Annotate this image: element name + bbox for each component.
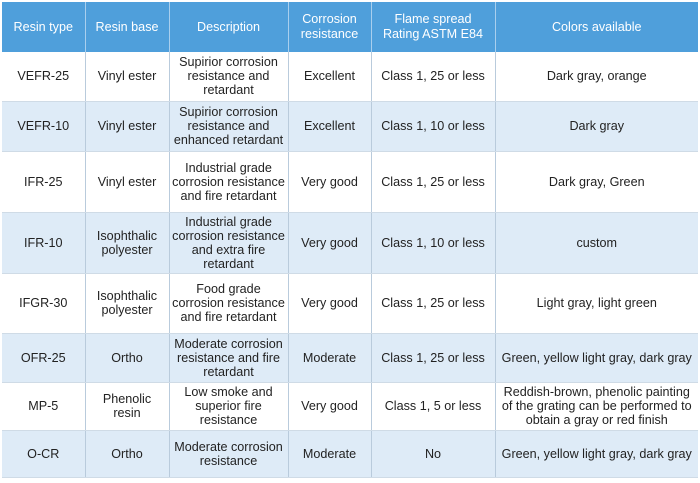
cell-corrosion-resistance: Very good: [288, 382, 371, 430]
cell-resin-base: Vinyl ester: [85, 101, 169, 151]
table-row: [2, 101, 698, 151]
cell-resin-type: IFR-10: [2, 212, 85, 273]
cell-description: Moderate corrosion resistance: [169, 430, 288, 477]
header-resin-base: Resin base: [85, 2, 169, 52]
cell-resin-type: VEFR-10: [2, 101, 85, 151]
cell-corrosion-resistance: Very good: [288, 212, 371, 273]
cell-flame-spread: Class 1, 25 or less: [371, 52, 495, 101]
cell-resin-type: MP-5: [2, 382, 85, 430]
header-flame-spread-rating: Flame spread Rating ASTM E84: [371, 2, 495, 52]
header-description: Description: [169, 2, 288, 52]
cell-colors: Light gray, light green: [495, 273, 698, 333]
cell-description: Supirior corrosion resistance and retardant: [169, 52, 288, 101]
cell-flame-spread: Class 1, 25 or less: [371, 151, 495, 212]
cell-corrosion-resistance: Very good: [288, 151, 371, 212]
header-colors-available: Colors available: [495, 2, 698, 52]
cell-description: Industrial grade corrosion resistance and extra fire retardant: [169, 212, 288, 273]
cell-corrosion-resistance: Excellent: [288, 101, 371, 151]
cell-flame-spread: Class 1, 25 or less: [371, 333, 495, 382]
cell-resin-type: IFGR-30: [2, 273, 85, 333]
cell-colors: Dark gray, Green: [495, 151, 698, 212]
cell-colors: Green, yellow light gray, dark gray: [495, 333, 698, 382]
table-row: [2, 151, 698, 212]
table-row: [2, 212, 698, 273]
cell-flame-spread: Class 1, 10 or less: [371, 101, 495, 151]
cell-resin-base: Isophthalic polyester: [85, 273, 169, 333]
cell-colors: Dark gray: [495, 101, 698, 151]
header-corrosion-resistance: Corrosion resistance: [288, 2, 371, 52]
cell-description: Industrial grade corrosion resistance and fire retardant: [169, 151, 288, 212]
table-header-row: [2, 2, 698, 52]
cell-description: Moderate corrosion resistance and fire retardant: [169, 333, 288, 382]
cell-colors: Dark gray, orange: [495, 52, 698, 101]
cell-corrosion-resistance: Very good: [288, 273, 371, 333]
cell-resin-type: OFR-25: [2, 333, 85, 382]
cell-colors: custom: [495, 212, 698, 273]
cell-description: Supirior corrosion resistance and enhanced retardant: [169, 101, 288, 151]
cell-colors: Green, yellow light gray, dark gray: [495, 430, 698, 477]
cell-resin-base: Ortho: [85, 430, 169, 477]
cell-corrosion-resistance: Moderate: [288, 333, 371, 382]
cell-resin-type: O-CR: [2, 430, 85, 477]
cell-resin-type: VEFR-25: [2, 52, 85, 101]
table-row: [2, 430, 698, 477]
cell-flame-spread: Class 1, 25 or less: [371, 273, 495, 333]
table-row: [2, 333, 698, 382]
table-row: [2, 52, 698, 101]
cell-resin-base: Vinyl ester: [85, 151, 169, 212]
cell-flame-spread: No: [371, 430, 495, 477]
cell-corrosion-resistance: Moderate: [288, 430, 371, 477]
table-row: [2, 382, 698, 430]
cell-corrosion-resistance: Excellent: [288, 52, 371, 101]
cell-description: Food grade corrosion resistance and fire retardant: [169, 273, 288, 333]
table-row: [2, 273, 698, 333]
resin-table: [2, 2, 698, 478]
cell-resin-base: Ortho: [85, 333, 169, 382]
cell-colors: Reddish-brown, phenolic painting of the grating can be performed to obtain a gray or red finish: [495, 382, 698, 430]
cell-resin-base: Phenolic resin: [85, 382, 169, 430]
resin-table-container: [2, 2, 698, 478]
header-resin-type: Resin type: [2, 2, 85, 52]
cell-resin-base: Isophthalic polyester: [85, 212, 169, 273]
cell-description: Low smoke and superior fire resistance: [169, 382, 288, 430]
cell-resin-type: IFR-25: [2, 151, 85, 212]
cell-resin-base: Vinyl ester: [85, 52, 169, 101]
cell-flame-spread: Class 1, 5 or less: [371, 382, 495, 430]
cell-flame-spread: Class 1, 10 or less: [371, 212, 495, 273]
